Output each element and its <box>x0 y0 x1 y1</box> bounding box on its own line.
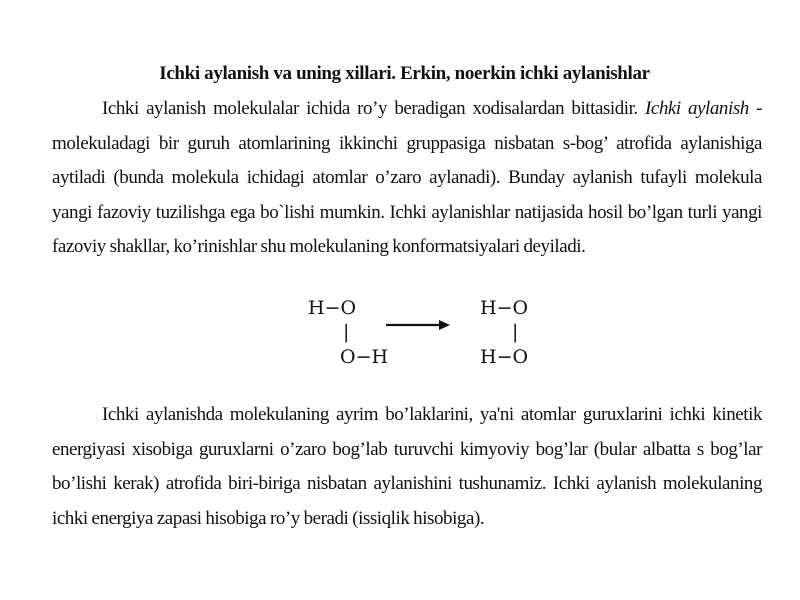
paragraph-intro-text-2: - molekuladagi bir guruh atomlarining ikkinchi gruppasiga nisbatan s-bog’ atrofida aylanishiga aytiladi (bunda molekula ichidagi atomlar o’zaro aylanadi). Bunday aylanish tufayli molekula yangi fazoviy tuzilishga ega bo`lishi mumkin. Ichki aylanishlar natijasida hosil bo’lgan turli yangi fazoviy shakllar, ko’rinishlar shu molekulaning konformatsiyalari deyiladi. <box>52 98 762 257</box>
right-bond: | <box>512 321 519 343</box>
right-bottom-row: H−O <box>480 346 529 368</box>
rotation-diagram-svg <box>300 290 540 380</box>
paragraph-rotation-text: Ichki aylanishda molekulaning ayrim bo’laklarini, ya'ni atomlar guruxlarini ichki kinetik energiyasi xisobiga guruxlarni o’zaro bog’lab turuvchi kimyoviy bog’lar (bular albatta s bog’lar bo’lishi kerak) atrofida biri-biriga nisbatan aylanishini tushunamiz. Ichki aylanish molekulaning ichki energiya zapasi hisobiga ro’y beradi (issiqlik hisobiga). <box>52 404 762 529</box>
left-bottom-row: O−H <box>340 346 389 368</box>
paragraph-rotation <box>52 398 762 536</box>
paragraph-intro-term: Ichki aylanish <box>645 98 749 119</box>
paragraph-intro-text-1: Ichki aylanish molekulalar ichida ro’y beradigan xodisalardan bittasidir. <box>102 98 646 119</box>
section-heading: Ichki aylanish va uning xillari. Erkin, noerkin ichki aylanishlar <box>159 63 650 84</box>
left-top-row: H−O <box>308 297 357 319</box>
paragraph-intro <box>52 92 762 265</box>
left-bond: | <box>343 321 350 343</box>
reaction-arrow <box>386 320 450 330</box>
rotation-diagram <box>300 290 540 380</box>
right-top-row: H−O <box>480 297 529 319</box>
